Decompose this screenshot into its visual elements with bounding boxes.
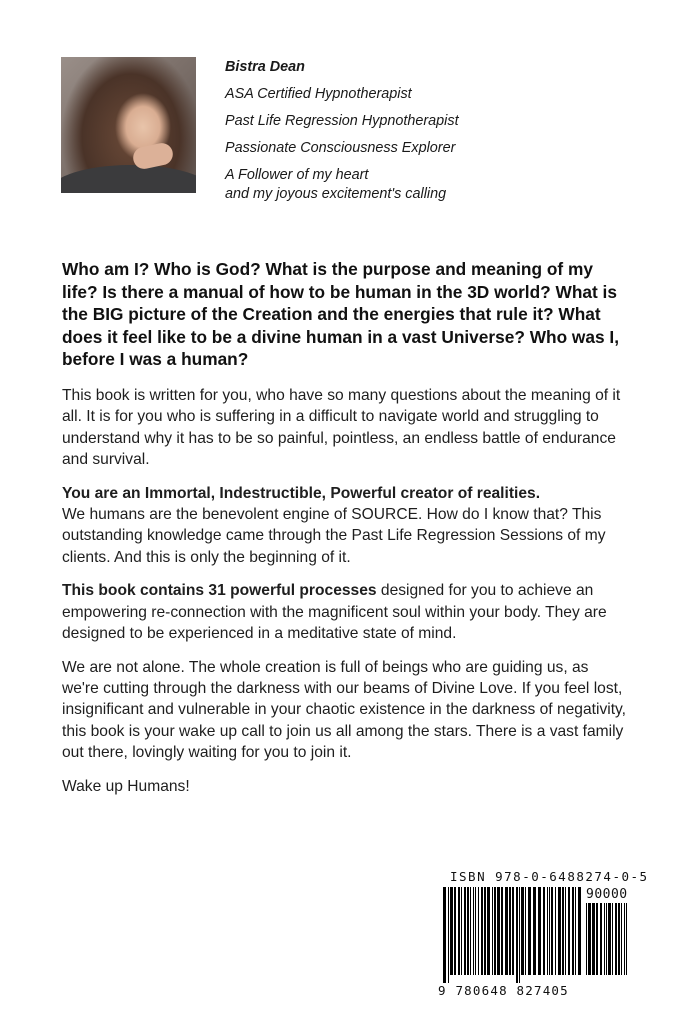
- questions-heading: Who am I? Who is God? What is the purpose and meaning of my life? Is there a manual of how to be human in the 3D world? What is the BIG picture of the Creation and the energies that rule it? What does it feel like to be a divine human in a vast Universe? Who was I, before I was a human?: [62, 259, 619, 370]
- paragraph-immortal-rest: We humans are the benevolent engine of SOURCE. How do I know that? This outstanding knowledge came through the Past Life Regression Sessions of my clients. And this is only the beginning of it.: [62, 505, 606, 566]
- isbn-barcode: [436, 869, 649, 1003]
- paragraph-not-alone: We are not alone. The whole creation is full of beings who are guiding us, as we're cutting through the darkness with our beams of Divine Love. If you feel lost, insignificant and vulnerable in your chaotic existence in the darkness of negativity, this book is your wake up call to join us all among the stars. There is a vast family out there, lovingly waiting for you to join it.: [62, 658, 627, 761]
- author-info: [225, 58, 605, 204]
- closing-line: Wake up Humans!: [62, 777, 190, 795]
- barcode-bars: [442, 887, 582, 983]
- barcode-addon-bars: [585, 903, 629, 983]
- paragraph-intro: This book is written for you, who have so many questions about the meaning of it all. It is for you who is suffering in a difficult to navigate world and struggling to understand why it has to be so painful, pointless, an endless battle of endurance and survival.: [62, 386, 621, 468]
- author-motto-line: A Follower of my heart: [225, 167, 369, 183]
- blurb-text: [62, 258, 628, 810]
- paragraph-immortal-bold: You are an Immortal, Indestructible, Powerful creator of realities.: [62, 484, 541, 502]
- author-name: Bistra Dean: [225, 59, 305, 75]
- author-motto-line: and my joyous excitement's calling: [225, 186, 447, 202]
- author-title: ASA Certified Hypnotherapist: [225, 86, 412, 102]
- paragraph-immortal: [62, 483, 628, 568]
- paragraph-processes-rest: designed for you to achieve an empowering re-connection with the magnificent soul within your body. They are designed to be experienced in a meditative state of mind.: [62, 582, 607, 642]
- author-title: Past Life Regression Hypnotherapist: [225, 113, 459, 129]
- paragraph-processes: [62, 580, 628, 644]
- paragraph-processes-bold: This book contains 31 powerful processes: [62, 582, 377, 600]
- author-title: Passionate Consciousness Explorer: [225, 140, 456, 156]
- barcode-digits: 9 780648 827405: [438, 983, 569, 998]
- isbn-label: ISBN 978-0-6488274-0-5: [450, 869, 649, 884]
- author-photo: [61, 57, 196, 193]
- price-code: 90000: [586, 887, 628, 902]
